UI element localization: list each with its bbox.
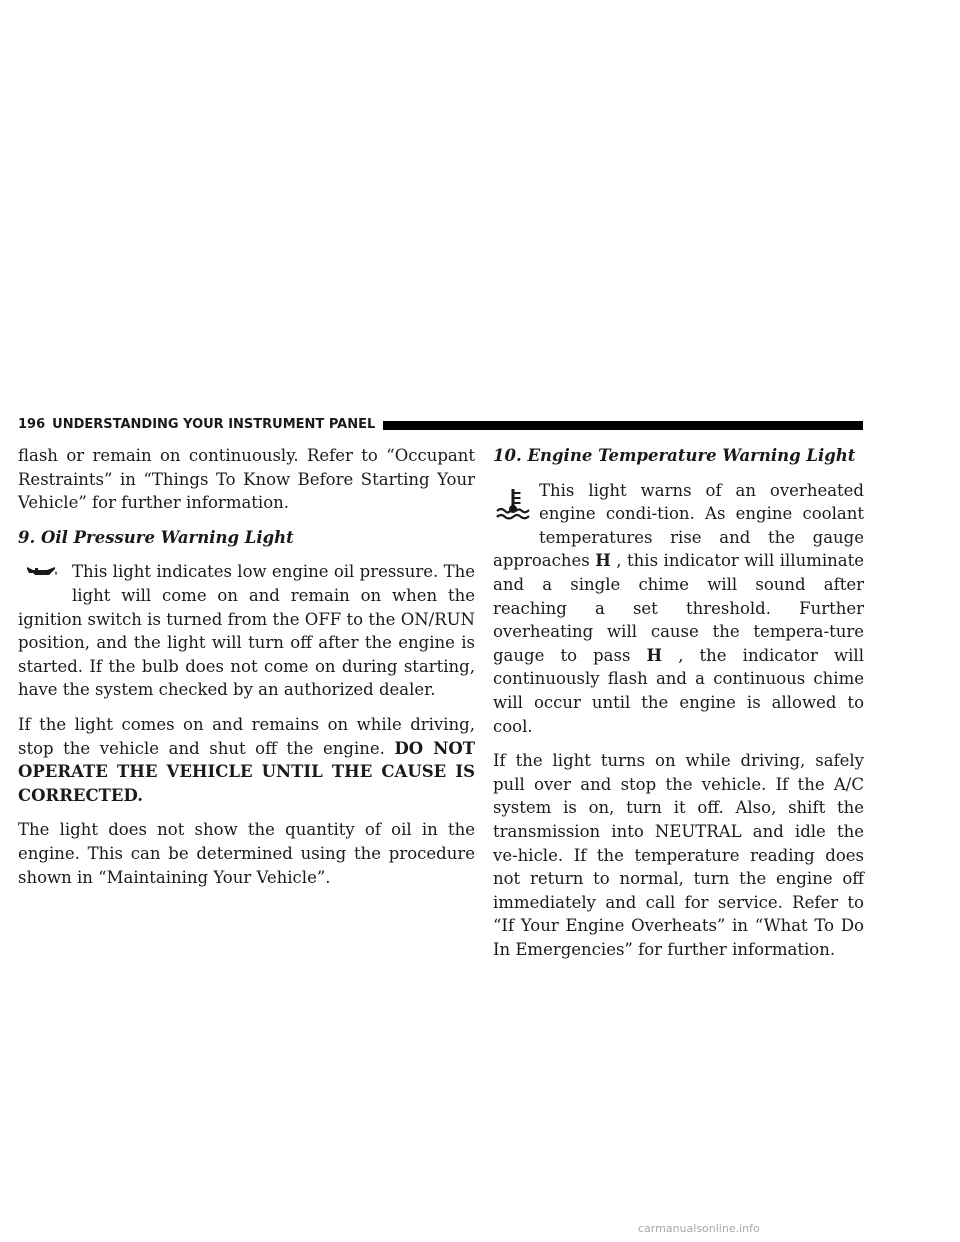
engine-temperature-text-c: , the indicator will continuously flash and a continuous chime will occur until the engine is allowed to cool.: [493, 645, 864, 736]
oil-warning-bold: DO NOT OPERATE THE VEHICLE UNTIL THE CAUSE IS CORRECTED.: [18, 738, 475, 805]
page-header: [18, 416, 863, 434]
engine-temperature-text-b: , this indicator will illuminate and a single chime will sound after reaching a set threshold. Further overheating will cause the tempera-ture gauge to pass: [493, 551, 864, 665]
coolant-temperature-icon: [493, 479, 533, 543]
overheat-driving-paragraph: If the light turns on while driving, safely pull over and stop the vehicle. If the A/C system is on, turn it off. Also, shift the transmission into NEUTRAL and idle the ve-hicle. If the temperature reading does not return to normal, turn the engine off immediately and call for service. Refer to “If Your Engine Overheats” in “What To Do In Emergencies” for further information.: [493, 751, 864, 959]
oil-can-icon: [18, 560, 66, 600]
watermark: carmanualsonline.info: [638, 1222, 760, 1235]
intro-paragraph: flash or remain on continuously. Refer to “Occupant Restraints” in “Things To Know Before Starting Your Vehicle” for further information.: [18, 446, 475, 513]
hot-marker: H: [595, 551, 611, 571]
section-title: UNDERSTANDING YOUR INSTRUMENT PANEL: [52, 417, 376, 432]
header-rule: [383, 421, 863, 430]
oil-pressure-text: This light indicates low engine oil pressure. The light will come on and remain on when the ignition switch is turned from the OFF to the ON/RUN position, and the light will turn off after the engine is started. If the bulb does not come on during starting, have the system checked by an authorized dealer.: [18, 562, 475, 700]
hot-marker: H: [646, 645, 663, 665]
oil-driving-text: If the light comes on and remains on while driving, stop the vehicle and shut off the engine.: [18, 714, 475, 758]
oil-quantity-paragraph: The light does not show the quantity of oil in the engine. This can be determined using the procedure shown in “Maintaining Your Vehicle”.: [18, 820, 475, 887]
oil-pressure-heading: 9. Oil Pressure Warning Light: [18, 527, 294, 547]
oil-pressure-paragraph: [18, 560, 475, 702]
oil-driving-paragraph: [18, 713, 475, 807]
page-number: 196: [18, 417, 46, 432]
left-column: [18, 444, 475, 900]
engine-temperature-text-a: This light warns of an overheated engine condi-tion. As engine coolant temperatures rise and the gauge approaches: [493, 480, 864, 571]
right-column: [493, 444, 864, 972]
engine-temperature-paragraph: [493, 479, 864, 739]
engine-temperature-heading: 10. Engine Temperature Warning Light: [493, 446, 856, 465]
